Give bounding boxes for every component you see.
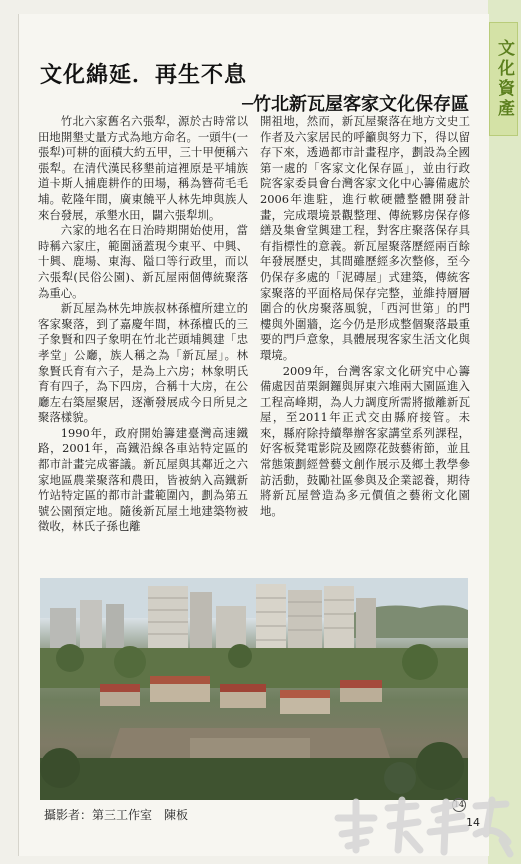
section-label: 文化資產 [489,22,518,136]
page-marker: 14 [452,798,466,812]
photo-caption: 攝影者：第三工作室 陳板 [44,808,189,822]
paragraph: 竹北六家舊名六張犁，源於古時常以田地開墾丈量方式為地方命名。一頭牛(一張犁)可耕的面積大約五甲，三十甲便稱六張犁。在清代漢民移墾前這裡原是平埔族道卡斯人捕鹿耕作的田場，稱為簪荷毛毛埔。乾隆年間，廣東饒平人林先坤與族人來台發展，承墾水田，闢六張犁圳。 [38,114,248,222]
article-title: 文化綿延．再生不息 [40,63,248,88]
page-number: 14 [466,816,480,829]
village-aerial-photo [40,578,468,800]
paragraph: 2009年，台灣客家文化研究中心籌備處因苗栗銅鑼與屏東六堆兩大園區進入工程高峰期，為人力調度所需將撤離新瓦屋，至2011年正式交由縣府接管。未來，縣府除持續舉辦客家講堂系列課程，好客板凳電影院及國際花鼓藝術節，並且常態策劃經營藝文創作展示及鄉土教學參訪活動，鼓勵社區參與及企業認養，期待將新瓦屋營造為多元價值之藝術文化園地。 [260,363,470,518]
paragraph: 新瓦屋為林先坤族叔林孫檀所建立的客家聚落，到了嘉慶年間，林孫檀氏的三子象賢和四子象明在竹北芒頭埔興建「忠孝堂」公廳，族人稱之為「新瓦屋」。林象賢氏育有六子，是為上六房；林象明氏育有四子，為下四房，合稱十大房，在公廳左右築屋聚居，逐漸發展成今日所見之聚落樣貌。 [38,301,248,425]
calligraphy-watermark [326,790,516,860]
paragraph: 六家的地名在日治時期開始使用，當時稱六家庄，範圍涵蓋現今東平、中興、十興、鹿場、東海、隘口等行政里，而以六張犁(民俗公園)、新瓦屋兩個傳統聚落為重心。 [38,223,248,300]
paragraph: 1990年，政府開始籌建臺灣高速鐵路，2001年，高鐵沿線各車站特定區的都市計畫完成審議。新瓦屋與其鄰近之六家地區農業聚落和農田，皆被納入高鐵新竹站特定區的都市計畫範圍內，劃為第五號公園預定地。隨後新瓦屋土地建築物被徵收，林氏子孫也離 [38,425,248,534]
left-column [38,114,248,535]
right-column [260,114,470,519]
paragraph: 開祖地，然而，新瓦屋聚落在地方文史工作者及六家居民的呼籲與努力下，得以留存下來，透過都市計畫程序，劃設為全國第一處的「客家文化保存區」，並由行政院客家委員會台灣客家文化中心籌備處於2006年進駐，進行軟硬體整體開發計畫，完成環境景觀整理、傳統夥房保存修繕及集會堂興建工程，對客庄聚落保存具有指標性的意義。新瓦屋聚落歷經兩百餘年發展歷史，其間雖歷經多次整修，至今仍保存多處的「泥磚屋」式建築，傳統客家聚落的平面格局保存完整，並維持層層圍合的伙房聚落風貌，「西河世第」的門樓與外圍牆，迄今仍是形成整個聚落最重要的門戶意象，具體展現客家生活文化與環境。 [260,114,470,362]
article-subtitle: ─竹北新瓦屋客家文化保存區 [242,94,469,115]
